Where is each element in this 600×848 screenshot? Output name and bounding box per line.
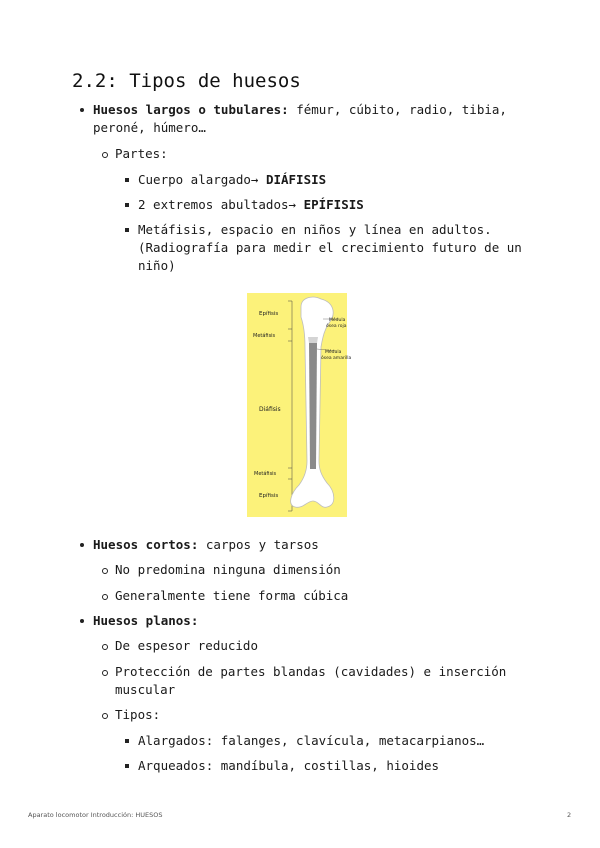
label-metafisis-bottom: Metáfisis — [254, 471, 277, 477]
item-bold: DIÁFISIS — [265, 172, 327, 187]
planos-label: Huesos planos: — [93, 613, 199, 628]
bullet — [80, 108, 84, 112]
partes-label: Partes: — [115, 146, 168, 161]
largos-line-1 — [93, 101, 507, 119]
cortos-sub-1: No predomina ninguna dimensión — [115, 562, 341, 577]
label-medula-roja-1: Médula — [329, 318, 346, 323]
label-epifisis-bottom: Epífisis — [259, 493, 279, 499]
item-bold: EPÍFISIS — [303, 197, 364, 212]
planos-sub-2-line-1: Protección de partes blandas (cavidades) e inserción — [115, 664, 507, 679]
cortos-sub-2: Generalmente tiene forma cúbica — [115, 588, 349, 603]
partes-item-2 — [138, 196, 364, 214]
label-medula-roja-2: ósea roja — [326, 324, 347, 329]
bullet — [125, 203, 129, 207]
bullet — [102, 670, 108, 676]
section-heading: 2.2: Tipos de huesos — [72, 70, 301, 92]
cortos-text: carpos y tarsos — [205, 537, 319, 552]
bullet — [125, 228, 129, 232]
label-metafisis-top: Metáfisis — [253, 333, 276, 339]
planos-sub-1: De espesor reducido — [115, 638, 258, 653]
cortos-line — [93, 536, 319, 554]
bullet — [125, 739, 129, 743]
label-diafisis: Diáfisis — [259, 406, 281, 413]
label-epifisis-top: Epífisis — [259, 311, 279, 317]
tipo-2: Arqueados: mandíbula, costillas, hioides — [138, 758, 440, 773]
partes-item-1 — [138, 171, 326, 189]
bullet — [125, 178, 129, 182]
bullet — [102, 644, 108, 650]
tipo-1: Alargados: falanges, clavícula, metacarpianos… — [138, 733, 485, 748]
marrow-shape — [309, 343, 317, 469]
partes-item-3-line-1: Metáfisis, espacio en niños y línea en adultos. — [138, 222, 492, 237]
bullet — [102, 594, 108, 600]
footer-title: Aparato locomotor Introducción: HUESOS — [28, 811, 163, 819]
partes-item-3-line-3: niño) — [138, 258, 176, 273]
page-number: 2 — [567, 811, 572, 819]
largos-label: Huesos largos o tubulares: — [93, 102, 289, 117]
largos-text-1: fémur, cúbito, radio, tibia, — [296, 102, 507, 117]
partes-item-3-line-2: (Radiografía para medir el crecimiento futuro de un — [138, 240, 522, 255]
item-text: Cuerpo alargado→ — [138, 172, 266, 187]
cortos-label: Huesos cortos: — [93, 537, 199, 552]
bullet — [125, 764, 129, 768]
item-text: 2 extremos abultados→ — [138, 197, 304, 212]
bullet — [102, 152, 108, 158]
tipos-label: Tipos: — [115, 707, 161, 722]
femur-diagram — [247, 293, 352, 517]
bullet — [102, 713, 108, 719]
label-medula-amarilla-1: Médula — [325, 350, 342, 355]
bullet — [80, 619, 84, 623]
bullet — [102, 568, 108, 574]
label-medula-amarilla-2: ósea amarilla — [321, 356, 352, 361]
largos-text-2: peroné, húmero… — [93, 120, 206, 135]
planos-sub-2-line-2: muscular — [115, 682, 176, 697]
bullet — [80, 543, 84, 547]
